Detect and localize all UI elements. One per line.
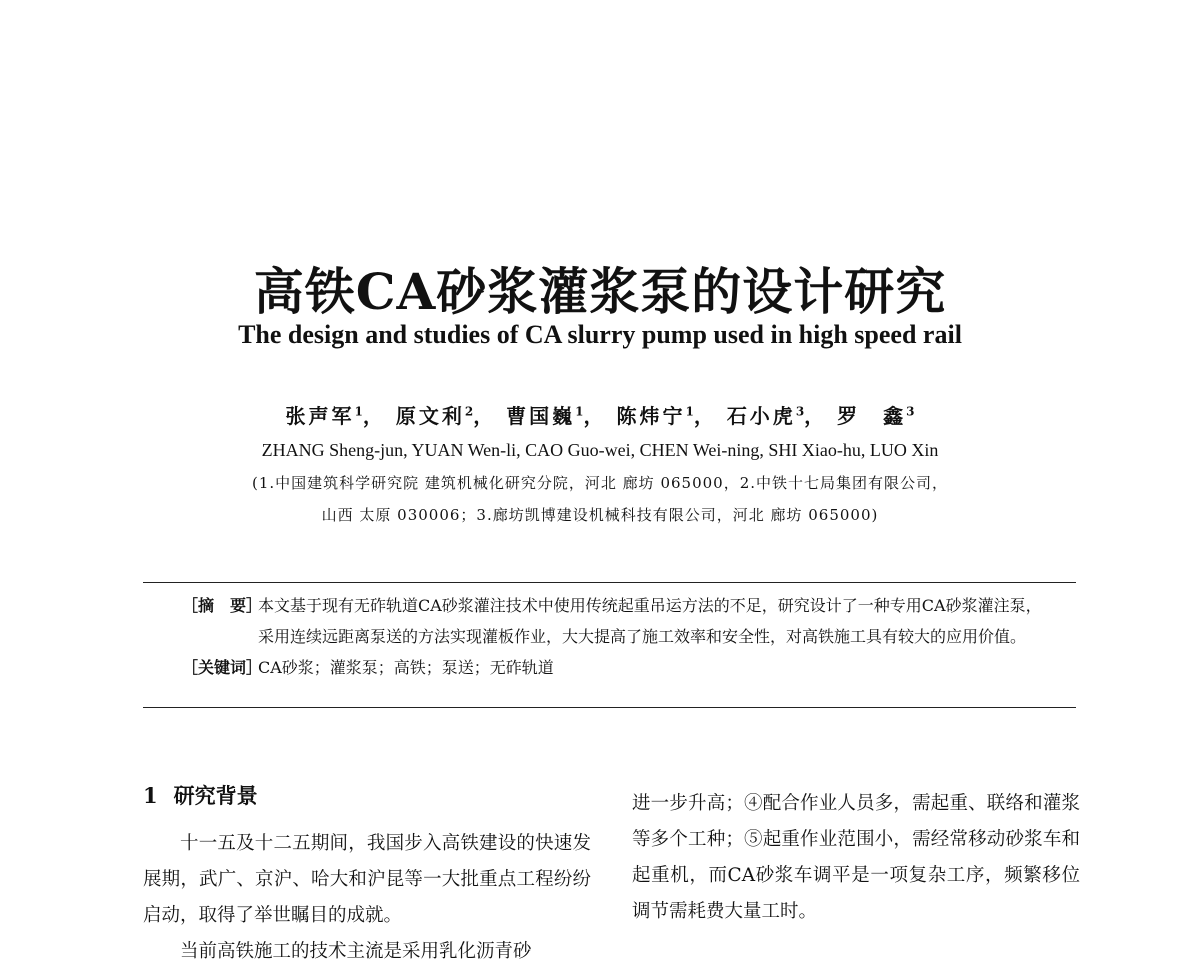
keywords-text: CA砂浆；灌浆泵；高铁；泵送；无砟轨道 <box>258 658 554 677</box>
abstract-label: ［摘 要］ <box>182 596 263 615</box>
author-separator: ， <box>804 404 828 428</box>
author-name: 原文利 <box>395 404 465 428</box>
body-paragraph: 进一步升高；④配合作业人员多，需起重、联络和灌浆等多个工种；⑤起重作业范围小，需经常移动砂浆车和起重机，而CA砂浆车调平是一项复杂工序，频繁移位调节需耗费大量工时。 <box>632 793 1080 922</box>
section-number: 1 <box>143 783 158 808</box>
keywords-label: ［关键词］ <box>182 658 263 677</box>
author-separator: ， <box>362 404 386 428</box>
abstract-top-rule <box>143 582 1076 583</box>
author-affiliation-mark: 1 <box>575 404 584 419</box>
abstract-text: 本文基于现有无砟轨道CA砂浆灌注技术中使用传统起重吊运方法的不足，研究设计了一种专用CA砂浆灌注泵，采用连续远距离泵送的方法实现灌板作业，大大提高了施工效率和安全性，对高铁施工具有较大的应用价值。 <box>258 596 1042 646</box>
author-affiliation-mark: 3 <box>795 404 805 419</box>
body-column-left <box>143 826 591 970</box>
affiliations-line-1: (1.中国建筑科学研究院 建筑机械化研究分院，河北 廊坊 065000，2.中铁十七局集团有限公司， <box>251 474 949 492</box>
author-entry <box>727 404 827 428</box>
author-entry <box>616 404 716 428</box>
author-affiliation-mark: 2 <box>464 404 474 419</box>
author-separator: ， <box>583 404 607 428</box>
author-separator: ， <box>473 404 497 428</box>
author-separator: ， <box>693 404 717 428</box>
author-entry <box>506 404 606 428</box>
body-paragraph: 十一五及十二五期间，我国步入高铁建设的快速发展期，武广、京沪、哈大和沪昆等一大批重点工程纷纷启动，取得了举世瞩目的成就。 <box>143 833 591 926</box>
body-paragraph: 当前高铁施工的技术主流是采用乳化沥青砂 <box>180 941 532 962</box>
author-name: 罗 鑫 <box>837 404 907 428</box>
paper-title-chinese: 高铁CA砂浆灌浆泵的设计研究 <box>253 262 947 321</box>
author-name: 石小虎 <box>726 404 796 428</box>
author-entry <box>837 404 914 428</box>
body-column-right <box>632 786 1080 930</box>
author-entry <box>286 404 386 428</box>
affiliations-line-2: 山西 太原 030006；3.廊坊凯博建设机械科技有限公司，河北 廊坊 065000) <box>321 506 879 524</box>
author-affiliation-mark: 3 <box>906 404 915 419</box>
authors-english: ZHANG Sheng-jun, YUAN Wen-li, CAO Guo-wei, CHEN Wei-ning, SHI Xiao-hu, LUO Xin <box>261 440 939 460</box>
keywords-row <box>182 652 1052 683</box>
section-title: 研究背景 <box>173 783 258 808</box>
author-name: 曹国巍 <box>506 404 576 428</box>
author-name: 陈炜宁 <box>616 404 686 428</box>
author-affiliation-mark: 1 <box>685 404 694 419</box>
section-heading <box>143 780 258 810</box>
author-entry <box>396 404 496 428</box>
paper-title-english: The design and studies of CA slurry pump used in high speed rail <box>238 320 962 349</box>
abstract-bottom-rule <box>143 707 1076 708</box>
author-affiliation-mark: 1 <box>354 404 363 419</box>
abstract-block <box>182 590 1052 683</box>
authors-chinese <box>0 400 1200 429</box>
abstract-row <box>182 590 1052 652</box>
author-name: 张声军 <box>285 404 355 428</box>
